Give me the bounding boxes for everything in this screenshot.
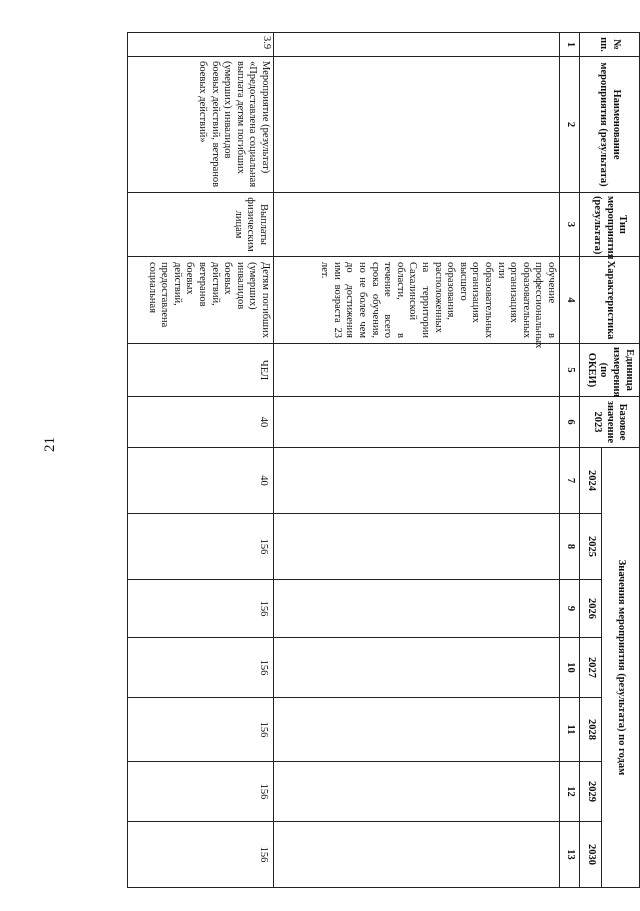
- item-year-value: 156: [128, 514, 274, 580]
- item-base-value: 40: [128, 397, 274, 448]
- header-name: Наименование мероприятия (результата): [580, 57, 640, 193]
- column-number: 3: [560, 193, 580, 257]
- table-container: [128, 32, 640, 887]
- item-year-value: 156: [128, 698, 274, 762]
- header-characteristic: Характеристика: [580, 257, 640, 344]
- column-number: 2: [560, 57, 580, 193]
- header-num: № пп.: [580, 33, 640, 57]
- cell-empty: [274, 822, 560, 888]
- measures-table: [127, 32, 640, 888]
- header-unit: Единица измерения (по ОКЕИ): [580, 344, 640, 397]
- column-number: 9: [560, 580, 580, 638]
- item-num: 3.9: [128, 33, 274, 57]
- column-number: 6: [560, 397, 580, 448]
- column-number: 13: [560, 822, 580, 888]
- continuation-row: [274, 33, 560, 888]
- cell-empty: [274, 580, 560, 638]
- column-number: 4: [560, 257, 580, 344]
- continuation-characteristic: обучение в профессиональных образовательных организациях или образовательных организациях высшего образования, расположенных на территории Сахалинской области, в течение всего срока обучения, но не более чем до достижения ими возраста 23 лет.: [274, 257, 560, 344]
- header-year: 2030: [580, 822, 602, 888]
- header-year: 2025: [580, 514, 602, 580]
- column-number: 8: [560, 514, 580, 580]
- header-year: 2027: [580, 638, 602, 698]
- header-year: 2028: [580, 698, 602, 762]
- header-year: 2024: [580, 448, 602, 514]
- cell-empty: [274, 762, 560, 822]
- column-number: 7: [560, 448, 580, 514]
- column-number: 10: [560, 638, 580, 698]
- cell-empty: [274, 698, 560, 762]
- cell-empty: [274, 397, 560, 448]
- item-unit: ЧЕЛ: [128, 344, 274, 397]
- column-number: 11: [560, 698, 580, 762]
- page-number: 21: [42, 437, 58, 452]
- cell-empty: [274, 57, 560, 193]
- item-year-value: 156: [128, 762, 274, 822]
- item-name: Мероприятие (результат) «Предоставлена социальная выплата детям погибших (умерших) инвалидов боевых действий, ветеранов боевых действий»: [128, 57, 274, 193]
- item-type: Выплаты физическим лицам: [128, 193, 274, 257]
- column-number: 5: [560, 344, 580, 397]
- cell-empty: [274, 344, 560, 397]
- cell-empty: [274, 514, 560, 580]
- header-year: 2029: [580, 762, 602, 822]
- table-row-3-9: [128, 33, 274, 888]
- item-year-value: 156: [128, 822, 274, 888]
- cell-empty: [274, 638, 560, 698]
- cell-empty: [274, 193, 560, 257]
- header-type: Тип мероприятия (результата): [580, 193, 640, 257]
- column-number: 12: [560, 762, 580, 822]
- header-row-1: [602, 33, 640, 888]
- item-year-value: 156: [128, 638, 274, 698]
- item-year-value: 156: [128, 580, 274, 638]
- item-year-value: 40: [128, 448, 274, 514]
- cell-empty: [274, 448, 560, 514]
- cell-empty: [274, 33, 560, 57]
- header-year: 2026: [580, 580, 602, 638]
- column-numbers-row: [560, 33, 580, 888]
- column-number: 1: [560, 33, 580, 57]
- header-values-group: Значения мероприятия (результата) по годам: [602, 448, 640, 888]
- item-characteristic: Детям погибших (умерших) инвалидов боевых действий, ветеранов боевых действий, предоставлена социальная: [128, 257, 274, 344]
- header-base: Базовое значение 2023: [580, 397, 640, 448]
